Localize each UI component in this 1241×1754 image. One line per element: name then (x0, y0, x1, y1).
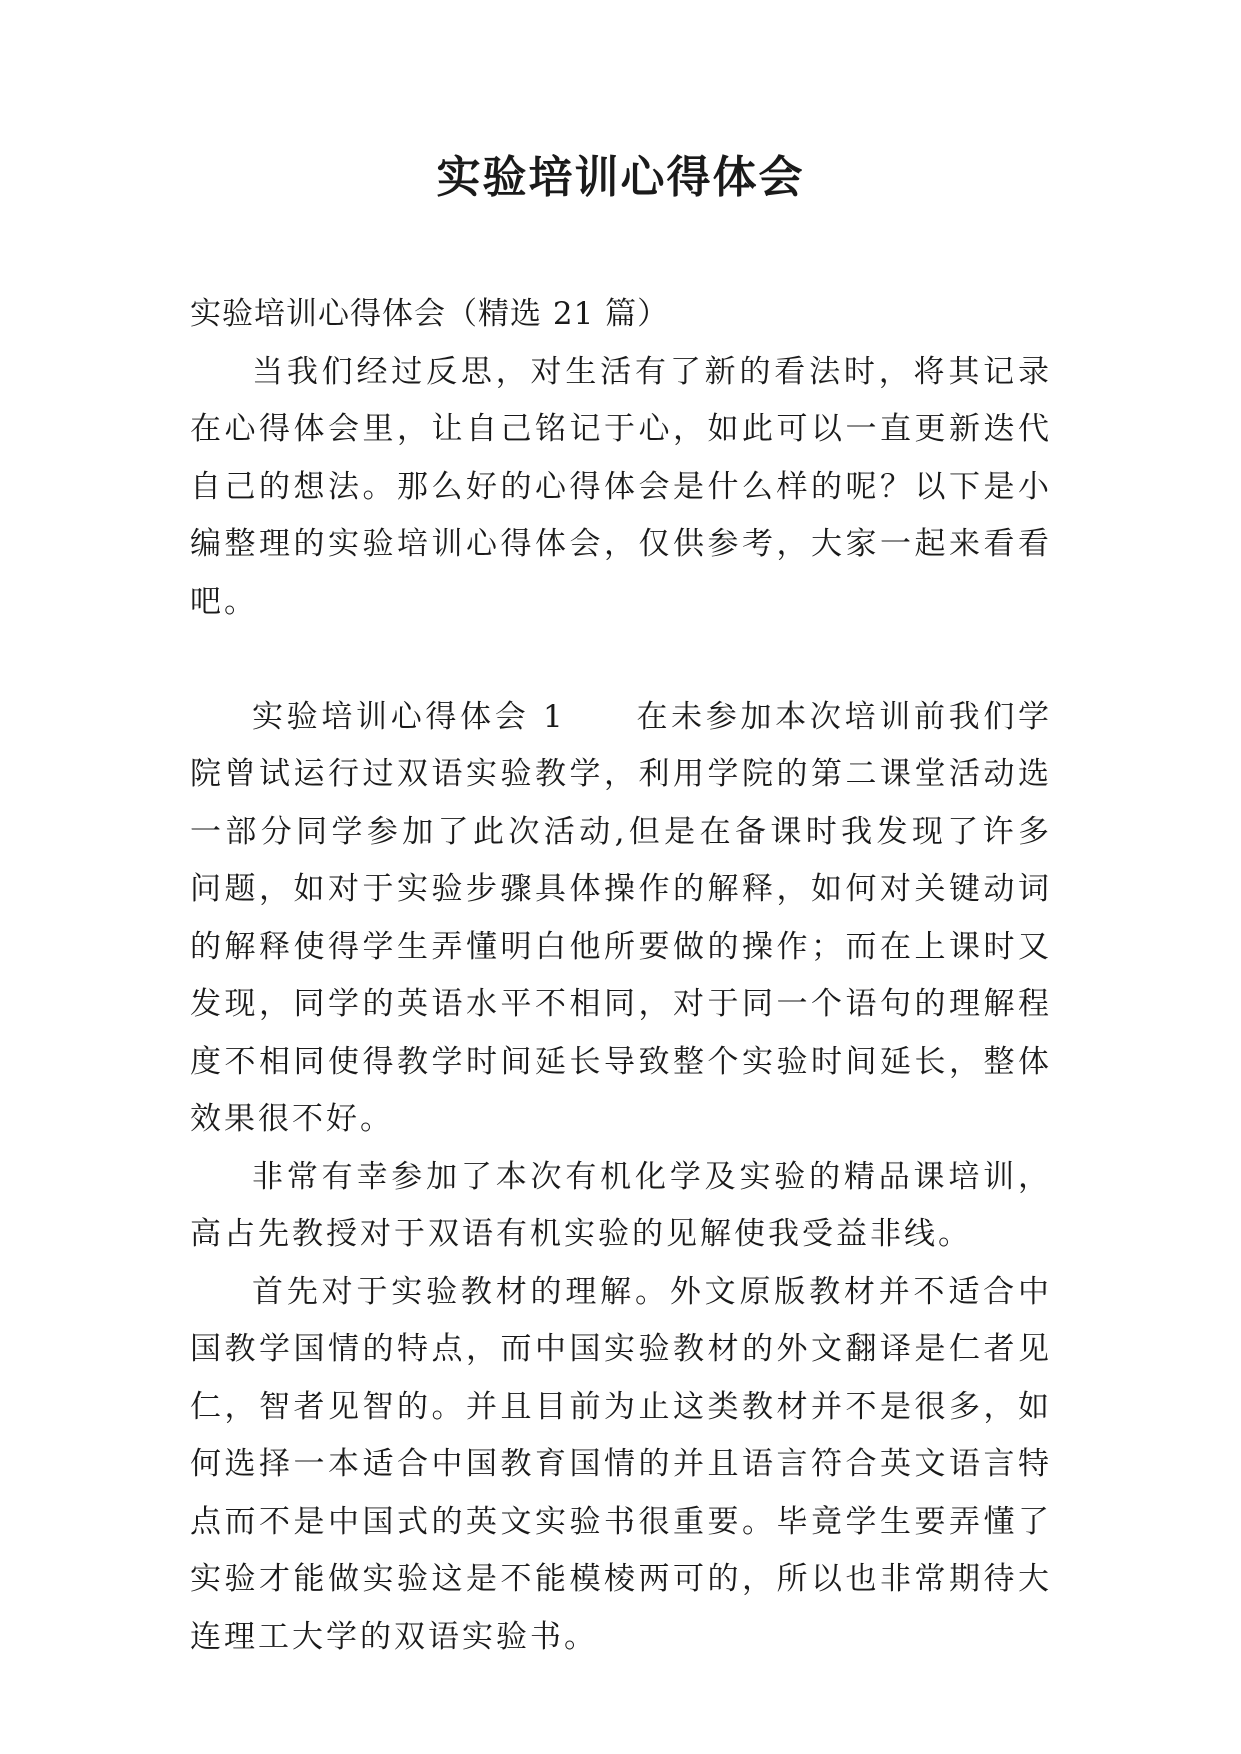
document-title: 实验培训心得体会 (436, 152, 805, 203)
section-1-heading: 实验培训心得体会 1 (252, 698, 566, 735)
section-1-paragraph-1-text: 在未参加本次培训前我们学院曾试运行过双语实验教学，利用学院的第二课堂活动选一部分同学参加了此次活动,但是在备课时我发现了许多问题，如对于实验步骤具体操作的解释，如何对关键动词的解释使得学生弄懂明白他所要做的操作；而在上课时又发现，同学的英语水平不相同，对于同一个语句的理解程度不相同使得教学时间延长导致整个实验时间延长，整体效果很不好。 (190, 698, 1053, 1137)
section-1-paragraph-2: 非常有幸参加了本次有机化学及实验的精品课培训，高占先教授对于双语有机实验的见解使我受益非线。 (190, 1158, 1052, 1252)
paragraph-spacer (190, 631, 1052, 689)
section-1-paragraph-3: 首先对于实验教材的理解。外文原版教材并不适合中国教学国情的特点，而中国实验教材的外文翻译是仁者见仁，智者见智的。并且目前为止这类教材并不是很多，如何选择一本适合中国教育国情的并且语言符合英文语言特点而不是中国式的英文实验书很重要。毕竟学生要弄懂了实验才能做实验这是不能模棱两可的，所以也非常期待大连理工大学的双语实验书。 (190, 1273, 1052, 1655)
document-body (190, 286, 1052, 1666)
intro-paragraph: 当我们经过反思，对生活有了新的看法时，将其记录在心得体会里，让自己铭记于心，如此可以一直更新迭代自己的想法。那么好的心得体会是什么样的呢？以下是小编整理的实验培训心得体会，仅供参考，大家一起来看看吧。 (190, 353, 1052, 620)
document-subtitle: 实验培训心得体会（精选 21 篇） (190, 296, 670, 332)
section-1-paragraph-1 (190, 689, 1052, 1149)
